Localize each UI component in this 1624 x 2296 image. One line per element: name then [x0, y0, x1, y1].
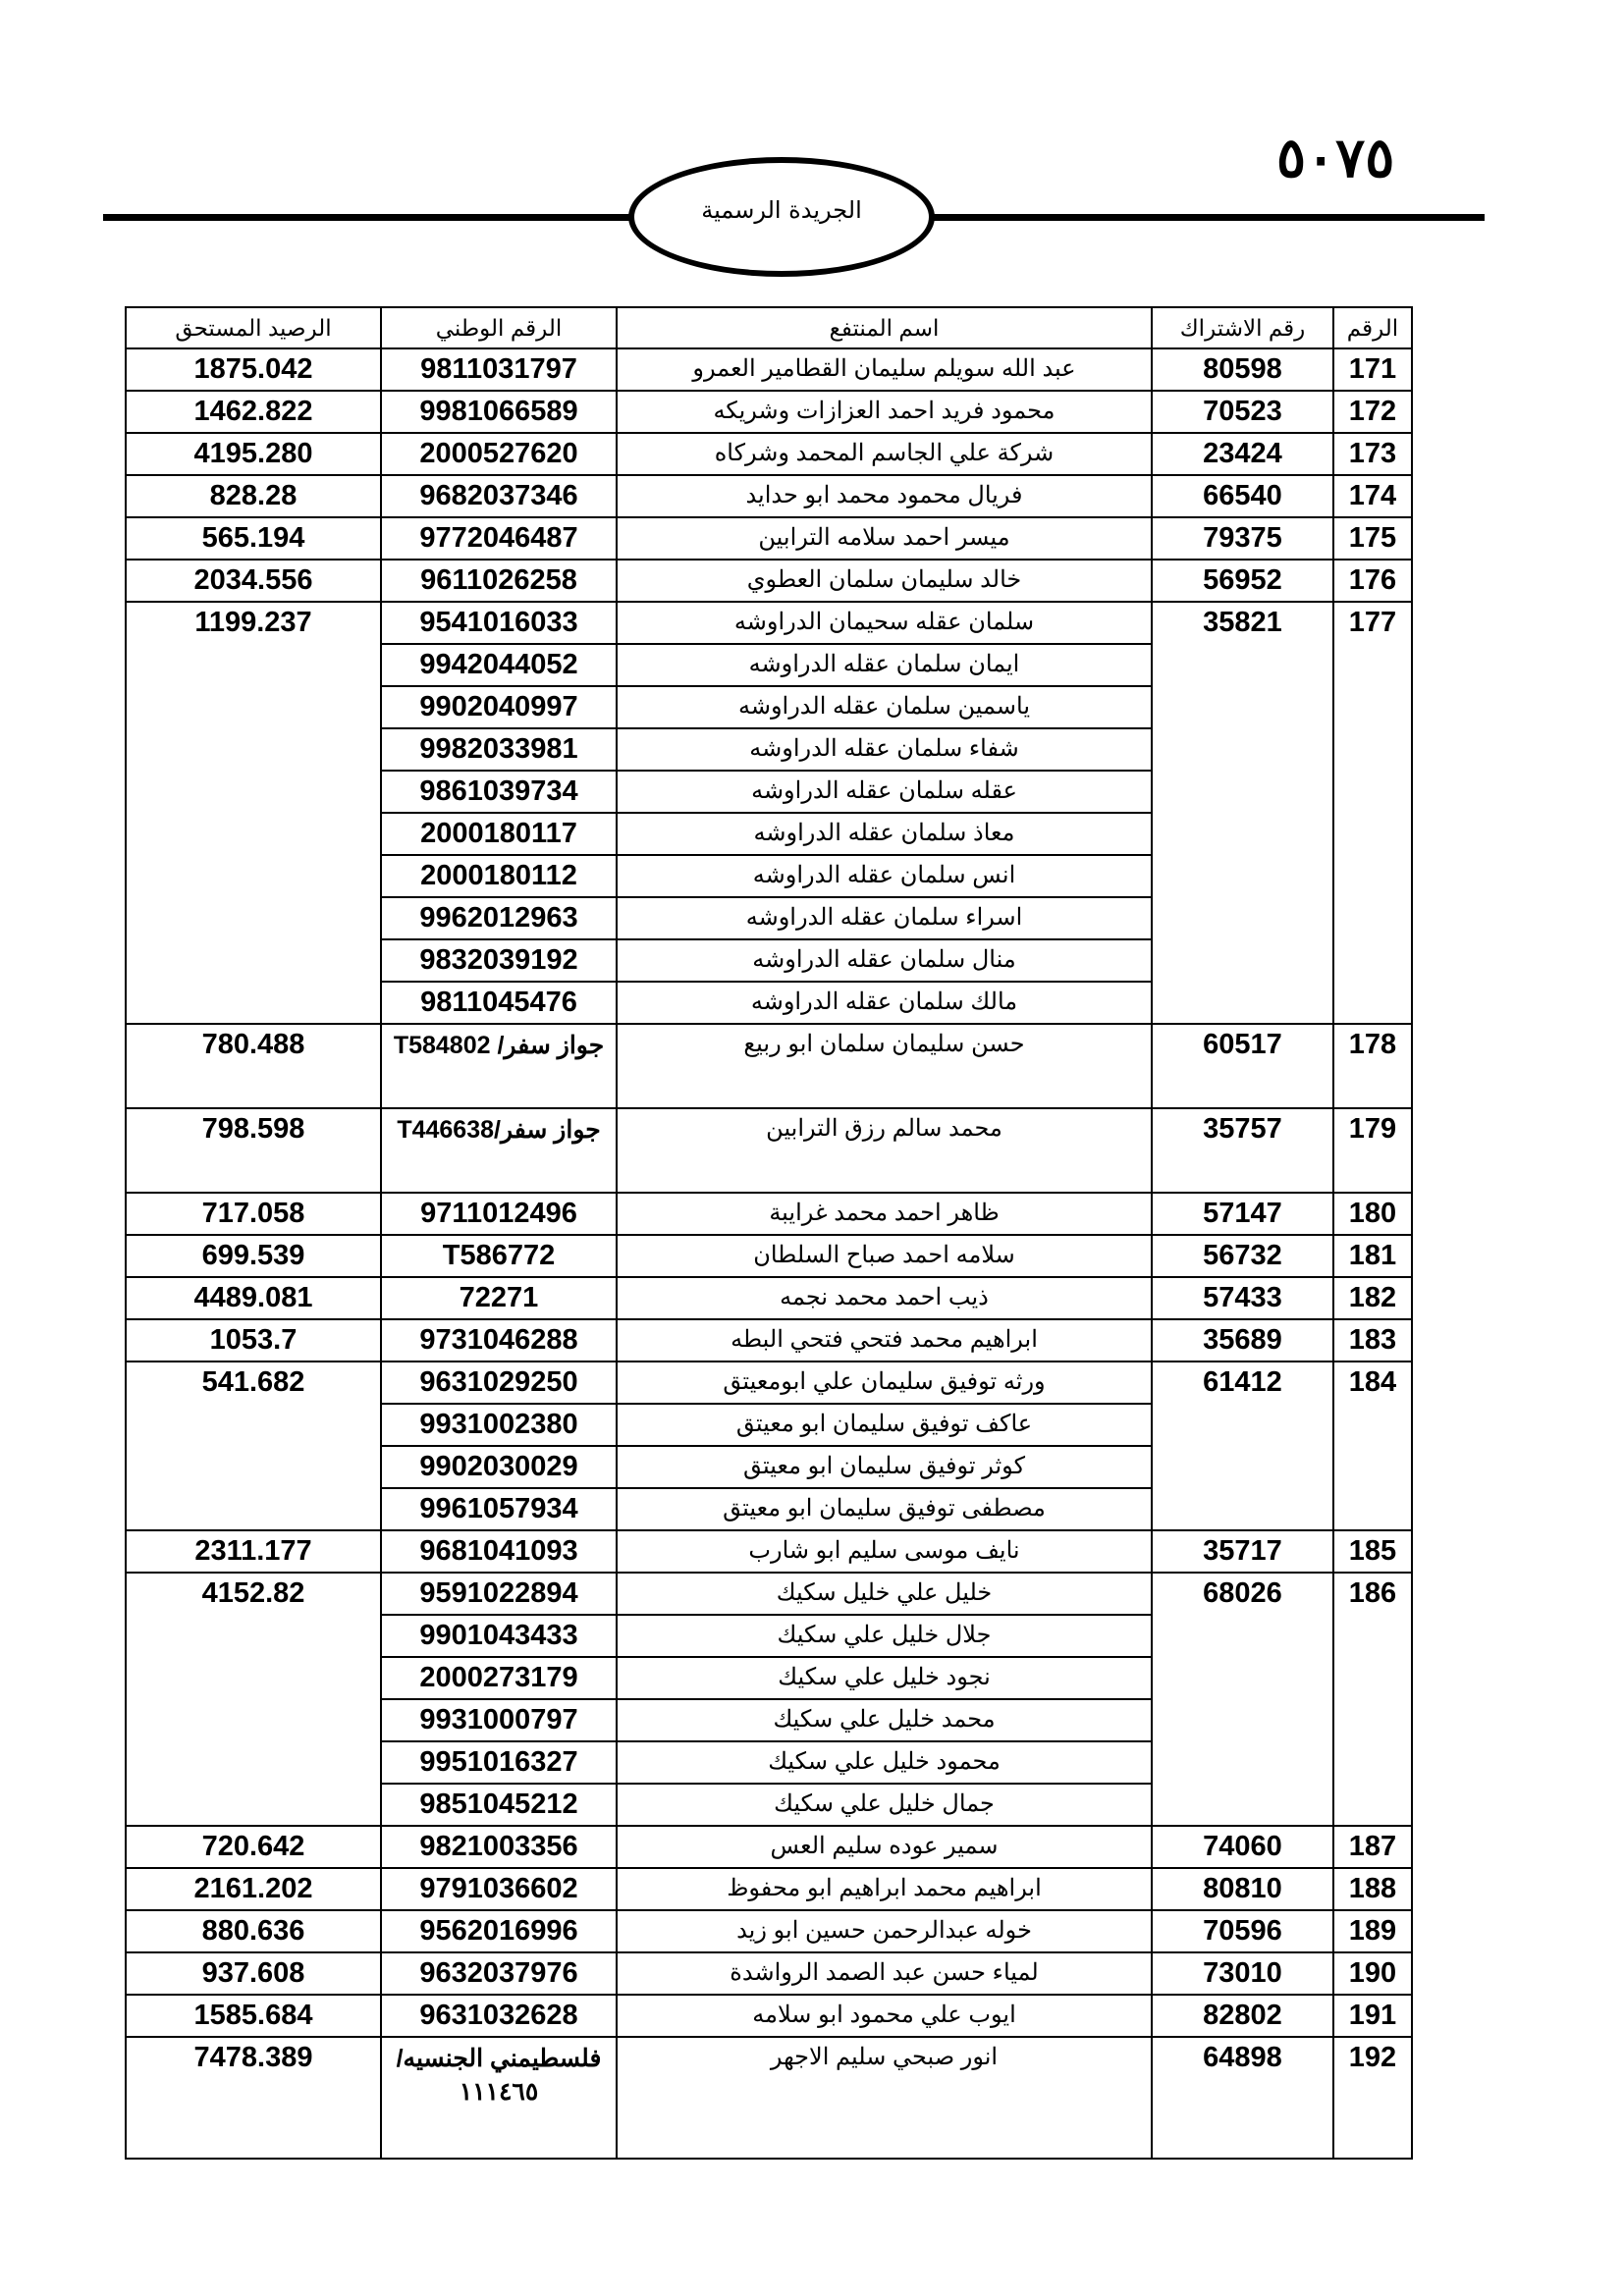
table-row — [126, 1362, 1412, 1404]
beneficiary-name-cell: شفاء سلمان عقله الدراوشه — [617, 728, 1152, 771]
subscription-number-cell: 56952 — [1152, 560, 1333, 602]
beneficiary-name-cell: محمد خليل علي سكيك — [617, 1699, 1152, 1741]
balance-due-cell: 699.539 — [126, 1235, 381, 1277]
beneficiary-name-cell: انس سلمان عقله الدراوشه — [617, 855, 1152, 897]
subscription-number-cell: 70523 — [1152, 391, 1333, 433]
national-id-cell: 9902040997 — [381, 686, 617, 728]
table-body — [126, 348, 1412, 2159]
row-number-cell: 174 — [1333, 475, 1412, 517]
national-id-cell: 9811045476 — [381, 982, 617, 1024]
row-number-cell: 188 — [1333, 1868, 1412, 1910]
row-number-cell: 177 — [1333, 602, 1412, 1024]
balance-due-cell: 798.598 — [126, 1108, 381, 1193]
subscription-number-cell: 74060 — [1152, 1826, 1333, 1868]
subscription-number-cell: 64898 — [1152, 2037, 1333, 2159]
national-id-cell: 9961057934 — [381, 1488, 617, 1530]
beneficiary-name-cell: مالك سلمان عقله الدراوشه — [617, 982, 1152, 1024]
subscription-number-cell: 68026 — [1152, 1573, 1333, 1826]
balance-due-cell: 4489.081 — [126, 1277, 381, 1319]
beneficiary-name-cell: منال سلمان عقله الدراوشه — [617, 939, 1152, 982]
national-id-cell: 2000180117 — [381, 813, 617, 855]
balance-due-cell: 828.28 — [126, 475, 381, 517]
table-row — [126, 1952, 1412, 1995]
table-row — [126, 1235, 1412, 1277]
row-number-cell: 171 — [1333, 348, 1412, 391]
subscription-number-cell: 35821 — [1152, 602, 1333, 1024]
column-header-balance: الرصيد المستحق — [126, 307, 381, 348]
table-row — [126, 517, 1412, 560]
balance-due-cell: 2311.177 — [126, 1530, 381, 1573]
subscription-number-cell: 57433 — [1152, 1277, 1333, 1319]
balance-due-cell: 1585.684 — [126, 1995, 381, 2037]
header-oval — [628, 157, 935, 277]
table-row — [126, 391, 1412, 433]
row-number-cell: 182 — [1333, 1277, 1412, 1319]
beneficiary-name-cell: ايمان سلمان عقله الدراوشه — [617, 644, 1152, 686]
subscription-number-cell: 66540 — [1152, 475, 1333, 517]
national-id-cell: 9791036602 — [381, 1868, 617, 1910]
beneficiary-name-cell: ورثه توفيق سليمان علي ابومعيتق — [617, 1362, 1152, 1404]
beneficiary-name-cell: عبد الله سويلم سليمان القطامير العمرو — [617, 348, 1152, 391]
table-row — [126, 348, 1412, 391]
subscription-number-cell: 35689 — [1152, 1319, 1333, 1362]
beneficiaries-table-wrapper — [125, 306, 1411, 2160]
national-id-cell: 2000527620 — [381, 433, 617, 475]
column-header-subscription: رقم الاشتراك — [1152, 307, 1333, 348]
subscription-number-cell: 61412 — [1152, 1362, 1333, 1530]
beneficiary-name-cell: حسن سليمان سلمان ابو ربيع — [617, 1024, 1152, 1108]
national-id-cell: T586772 — [381, 1235, 617, 1277]
beneficiary-name-cell: عاكف توفيق سليمان ابو معيتق — [617, 1404, 1152, 1446]
table-row — [126, 1530, 1412, 1573]
national-id-cell: 9682037346 — [381, 475, 617, 517]
row-number-cell: 184 — [1333, 1362, 1412, 1530]
row-number-cell: 175 — [1333, 517, 1412, 560]
beneficiary-name-cell: لمياء حسن عبد الصمد الرواشدة — [617, 1952, 1152, 1995]
national-id-cell: 9902030029 — [381, 1446, 617, 1488]
beneficiary-name-cell: فريال محمود محمد ابو حدايد — [617, 475, 1152, 517]
beneficiary-name-cell: اسراء سلمان عقله الدراوشه — [617, 897, 1152, 939]
row-number-cell: 173 — [1333, 433, 1412, 475]
table-row — [126, 1868, 1412, 1910]
beneficiaries-table — [125, 306, 1413, 2160]
national-id-cell: 9541016033 — [381, 602, 617, 644]
beneficiary-name-cell: ياسمين سلمان عقله الدراوشه — [617, 686, 1152, 728]
beneficiary-name-cell: جمال خليل علي سكيك — [617, 1784, 1152, 1826]
national-id-cell: 9951016327 — [381, 1741, 617, 1784]
national-id-cell: 9811031797 — [381, 348, 617, 391]
beneficiary-name-cell: ابراهيم محمد ابراهيم ابو محفوظ — [617, 1868, 1152, 1910]
beneficiary-name-cell: ظاهر احمد محمد غرايبة — [617, 1193, 1152, 1235]
row-number-cell: 192 — [1333, 2037, 1412, 2159]
column-header-national-id: الرقم الوطني — [381, 307, 617, 348]
subscription-number-cell: 70596 — [1152, 1910, 1333, 1952]
national-id-cell: 9631029250 — [381, 1362, 617, 1404]
row-number-cell: 183 — [1333, 1319, 1412, 1362]
subscription-number-cell: 80810 — [1152, 1868, 1333, 1910]
page-header — [0, 0, 1624, 294]
beneficiary-name-cell: خالد سليمان سلمان العطوي — [617, 560, 1152, 602]
national-id-cell: 9632037976 — [381, 1952, 617, 1995]
column-header-beneficiary: اسم المنتفع — [617, 307, 1152, 348]
row-number-cell: 178 — [1333, 1024, 1412, 1108]
row-number-cell: 191 — [1333, 1995, 1412, 2037]
row-number-cell: 187 — [1333, 1826, 1412, 1868]
national-id-cell: 9591022894 — [381, 1573, 617, 1615]
national-id-cell: 9942044052 — [381, 644, 617, 686]
page-number: ٥٠٧٥ — [1276, 126, 1395, 190]
balance-due-cell: 1875.042 — [126, 348, 381, 391]
beneficiary-name-cell: شركة علي الجاسم المحمد وشركاه — [617, 433, 1152, 475]
subscription-number-cell: 35717 — [1152, 1530, 1333, 1573]
national-id-cell: 9981066589 — [381, 391, 617, 433]
column-header-number: الرقم — [1333, 307, 1412, 348]
table-header-row — [126, 307, 1412, 348]
balance-due-cell: 717.058 — [126, 1193, 381, 1235]
balance-due-cell: 1199.237 — [126, 602, 381, 1024]
balance-due-cell: 2034.556 — [126, 560, 381, 602]
balance-due-cell: 720.642 — [126, 1826, 381, 1868]
table-row — [126, 1910, 1412, 1952]
beneficiary-name-cell: معاذ سلمان عقله الدراوشه — [617, 813, 1152, 855]
beneficiary-name-cell: سلامه احمد صباح السلطان — [617, 1235, 1152, 1277]
balance-due-cell: 937.608 — [126, 1952, 381, 1995]
balance-due-cell: 1462.822 — [126, 391, 381, 433]
beneficiary-name-cell: عقله سلمان عقله الدراوشه — [617, 771, 1152, 813]
table-row — [126, 475, 1412, 517]
row-number-cell: 180 — [1333, 1193, 1412, 1235]
balance-due-cell: 7478.389 — [126, 2037, 381, 2159]
beneficiary-name-cell: سمير عوده سليم العس — [617, 1826, 1152, 1868]
beneficiary-name-cell: مصطفى توفيق سليمان ابو معيتق — [617, 1488, 1152, 1530]
gazette-title: الجريدة الرسمية — [701, 196, 862, 224]
beneficiary-name-cell: ذيب احمد محمد نجمه — [617, 1277, 1152, 1319]
national-id-cell: 9962012963 — [381, 897, 617, 939]
subscription-number-cell: 79375 — [1152, 517, 1333, 560]
national-id-cell: 9851045212 — [381, 1784, 617, 1826]
subscription-number-cell: 35757 — [1152, 1108, 1333, 1193]
table-row — [126, 433, 1412, 475]
table-row — [126, 1573, 1412, 1615]
balance-due-cell: 541.682 — [126, 1362, 381, 1530]
table-row — [126, 1826, 1412, 1868]
subscription-number-cell: 23424 — [1152, 433, 1333, 475]
national-id-cell: 2000273179 — [381, 1657, 617, 1699]
table-row — [126, 1995, 1412, 2037]
table-row — [126, 1108, 1412, 1193]
row-number-cell: 176 — [1333, 560, 1412, 602]
table-row — [126, 1024, 1412, 1108]
beneficiary-name-cell: محمود خليل علي سكيك — [617, 1741, 1152, 1784]
beneficiary-name-cell: ايوب علي محمود ابو سلامه — [617, 1995, 1152, 2037]
national-id-cell: 72271 — [381, 1277, 617, 1319]
row-number-cell: 189 — [1333, 1910, 1412, 1952]
row-number-cell: 181 — [1333, 1235, 1412, 1277]
balance-due-cell: 780.488 — [126, 1024, 381, 1108]
table-row — [126, 602, 1412, 644]
row-number-cell: 190 — [1333, 1952, 1412, 1995]
national-id-cell: 2000180112 — [381, 855, 617, 897]
national-id-cell: جواز سفر/T446638 — [381, 1108, 617, 1193]
beneficiary-name-cell: محمد سالم رزق الترابين — [617, 1108, 1152, 1193]
beneficiary-name-cell: انور صبحي سليم الاجهر — [617, 2037, 1152, 2159]
national-id-cell: 9772046487 — [381, 517, 617, 560]
row-number-cell: 179 — [1333, 1108, 1412, 1193]
beneficiary-name-cell: ميسر احمد سلامه الترابين — [617, 517, 1152, 560]
balance-due-cell: 2161.202 — [126, 1868, 381, 1910]
beneficiary-name-cell: محمود فريد احمد العزازات وشريكه — [617, 391, 1152, 433]
subscription-number-cell: 57147 — [1152, 1193, 1333, 1235]
subscription-number-cell: 82802 — [1152, 1995, 1333, 2037]
row-number-cell: 186 — [1333, 1573, 1412, 1826]
balance-due-cell: 880.636 — [126, 1910, 381, 1952]
table-row — [126, 560, 1412, 602]
subscription-number-cell: 73010 — [1152, 1952, 1333, 1995]
beneficiary-name-cell: كوثر توفيق سليمان ابو معيتق — [617, 1446, 1152, 1488]
beneficiary-name-cell: نجود خليل علي سكيك — [617, 1657, 1152, 1699]
national-id-cell: 9631032628 — [381, 1995, 617, 2037]
national-id-cell: فلسطيمني الجنسيه/١١١٤٦٥ — [381, 2037, 617, 2159]
national-id-cell: 9931002380 — [381, 1404, 617, 1446]
subscription-number-cell: 80598 — [1152, 348, 1333, 391]
row-number-cell: 172 — [1333, 391, 1412, 433]
national-id-cell: 9982033981 — [381, 728, 617, 771]
beneficiary-name-cell: جلال خليل علي سكيك — [617, 1615, 1152, 1657]
header-rule-left — [103, 214, 633, 221]
header-rule-right — [933, 214, 1485, 221]
beneficiary-name-cell: خليل علي خليل سكيك — [617, 1573, 1152, 1615]
subscription-number-cell: 56732 — [1152, 1235, 1333, 1277]
balance-due-cell: 4152.82 — [126, 1573, 381, 1826]
national-id-cell: 9931000797 — [381, 1699, 617, 1741]
national-id-cell: 9711012496 — [381, 1193, 617, 1235]
row-number-cell: 185 — [1333, 1530, 1412, 1573]
table-row — [126, 1193, 1412, 1235]
beneficiary-name-cell: نايف موسى سليم ابو شارب — [617, 1530, 1152, 1573]
beneficiary-name-cell: خوله عبدالرحمن حسين ابو زيد — [617, 1910, 1152, 1952]
national-id-cell: 9562016996 — [381, 1910, 617, 1952]
national-id-cell: 9901043433 — [381, 1615, 617, 1657]
beneficiary-name-cell: ابراهيم محمد فتحي فتحي البطه — [617, 1319, 1152, 1362]
balance-due-cell: 1053.7 — [126, 1319, 381, 1362]
national-id-cell: 9731046288 — [381, 1319, 617, 1362]
national-id-cell: 9611026258 — [381, 560, 617, 602]
national-id-cell: 9832039192 — [381, 939, 617, 982]
balance-due-cell: 565.194 — [126, 517, 381, 560]
table-row — [126, 1319, 1412, 1362]
national-id-cell: 9821003356 — [381, 1826, 617, 1868]
table-row — [126, 2037, 1412, 2159]
national-id-cell: 9861039734 — [381, 771, 617, 813]
subscription-number-cell: 60517 — [1152, 1024, 1333, 1108]
national-id-cell: 9681041093 — [381, 1530, 617, 1573]
balance-due-cell: 4195.280 — [126, 433, 381, 475]
national-id-cell: جواز سفر/ T584802 — [381, 1024, 617, 1108]
table-row — [126, 1277, 1412, 1319]
beneficiary-name-cell: سلمان عقله سحيمان الدراوشه — [617, 602, 1152, 644]
